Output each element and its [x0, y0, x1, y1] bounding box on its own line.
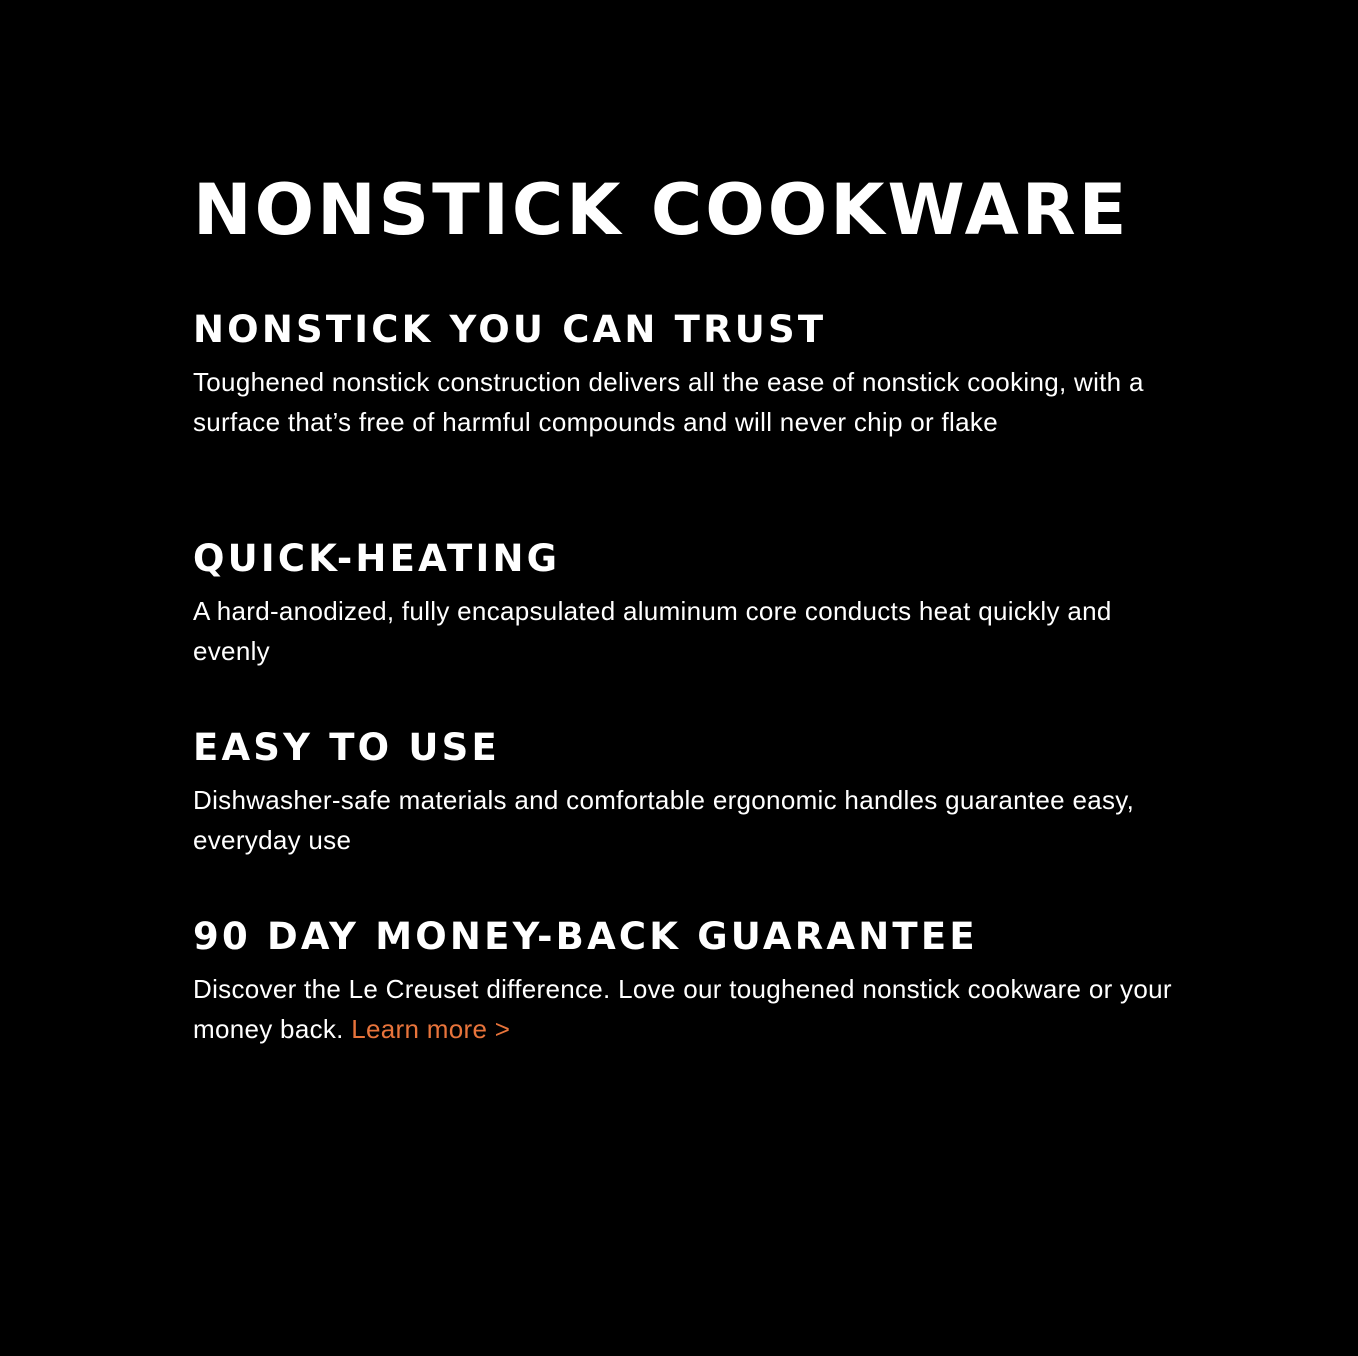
feature-heading: QUICK-HEATING — [193, 537, 561, 580]
features-section — [193, 168, 1183, 1044]
feature-easy-to-use — [193, 726, 1183, 860]
feature-quick-heating — [193, 537, 1183, 671]
feature-money-back-guarantee — [193, 915, 1183, 1049]
feature-description: A hard-anodized, fully encapsulated aluminum core conducts heat quickly and evenly — [193, 596, 1112, 666]
learn-more-link[interactable]: Learn more > — [351, 1014, 511, 1044]
feature-heading: EASY TO USE — [193, 726, 500, 769]
feature-heading: NONSTICK YOU CAN TRUST — [193, 308, 827, 351]
feature-description: Dishwasher-safe materials and comfortable ergonomic handles guarantee easy, everyday use — [193, 785, 1135, 855]
feature-description-container — [193, 969, 1183, 1049]
feature-nonstick-trust — [193, 308, 1183, 442]
feature-description: Discover the Le Creuset difference. Love our toughened nonstick cookware or your money back. — [193, 974, 1172, 1044]
feature-description: Toughened nonstick construction delivers all the ease of nonstick cooking, with a surface that’s free of harmful compounds and will never chip or flake — [193, 367, 1144, 437]
page-title: NONSTICK COOKWARE — [193, 169, 1130, 251]
feature-heading: 90 DAY MONEY-BACK GUARANTEE — [193, 915, 978, 958]
